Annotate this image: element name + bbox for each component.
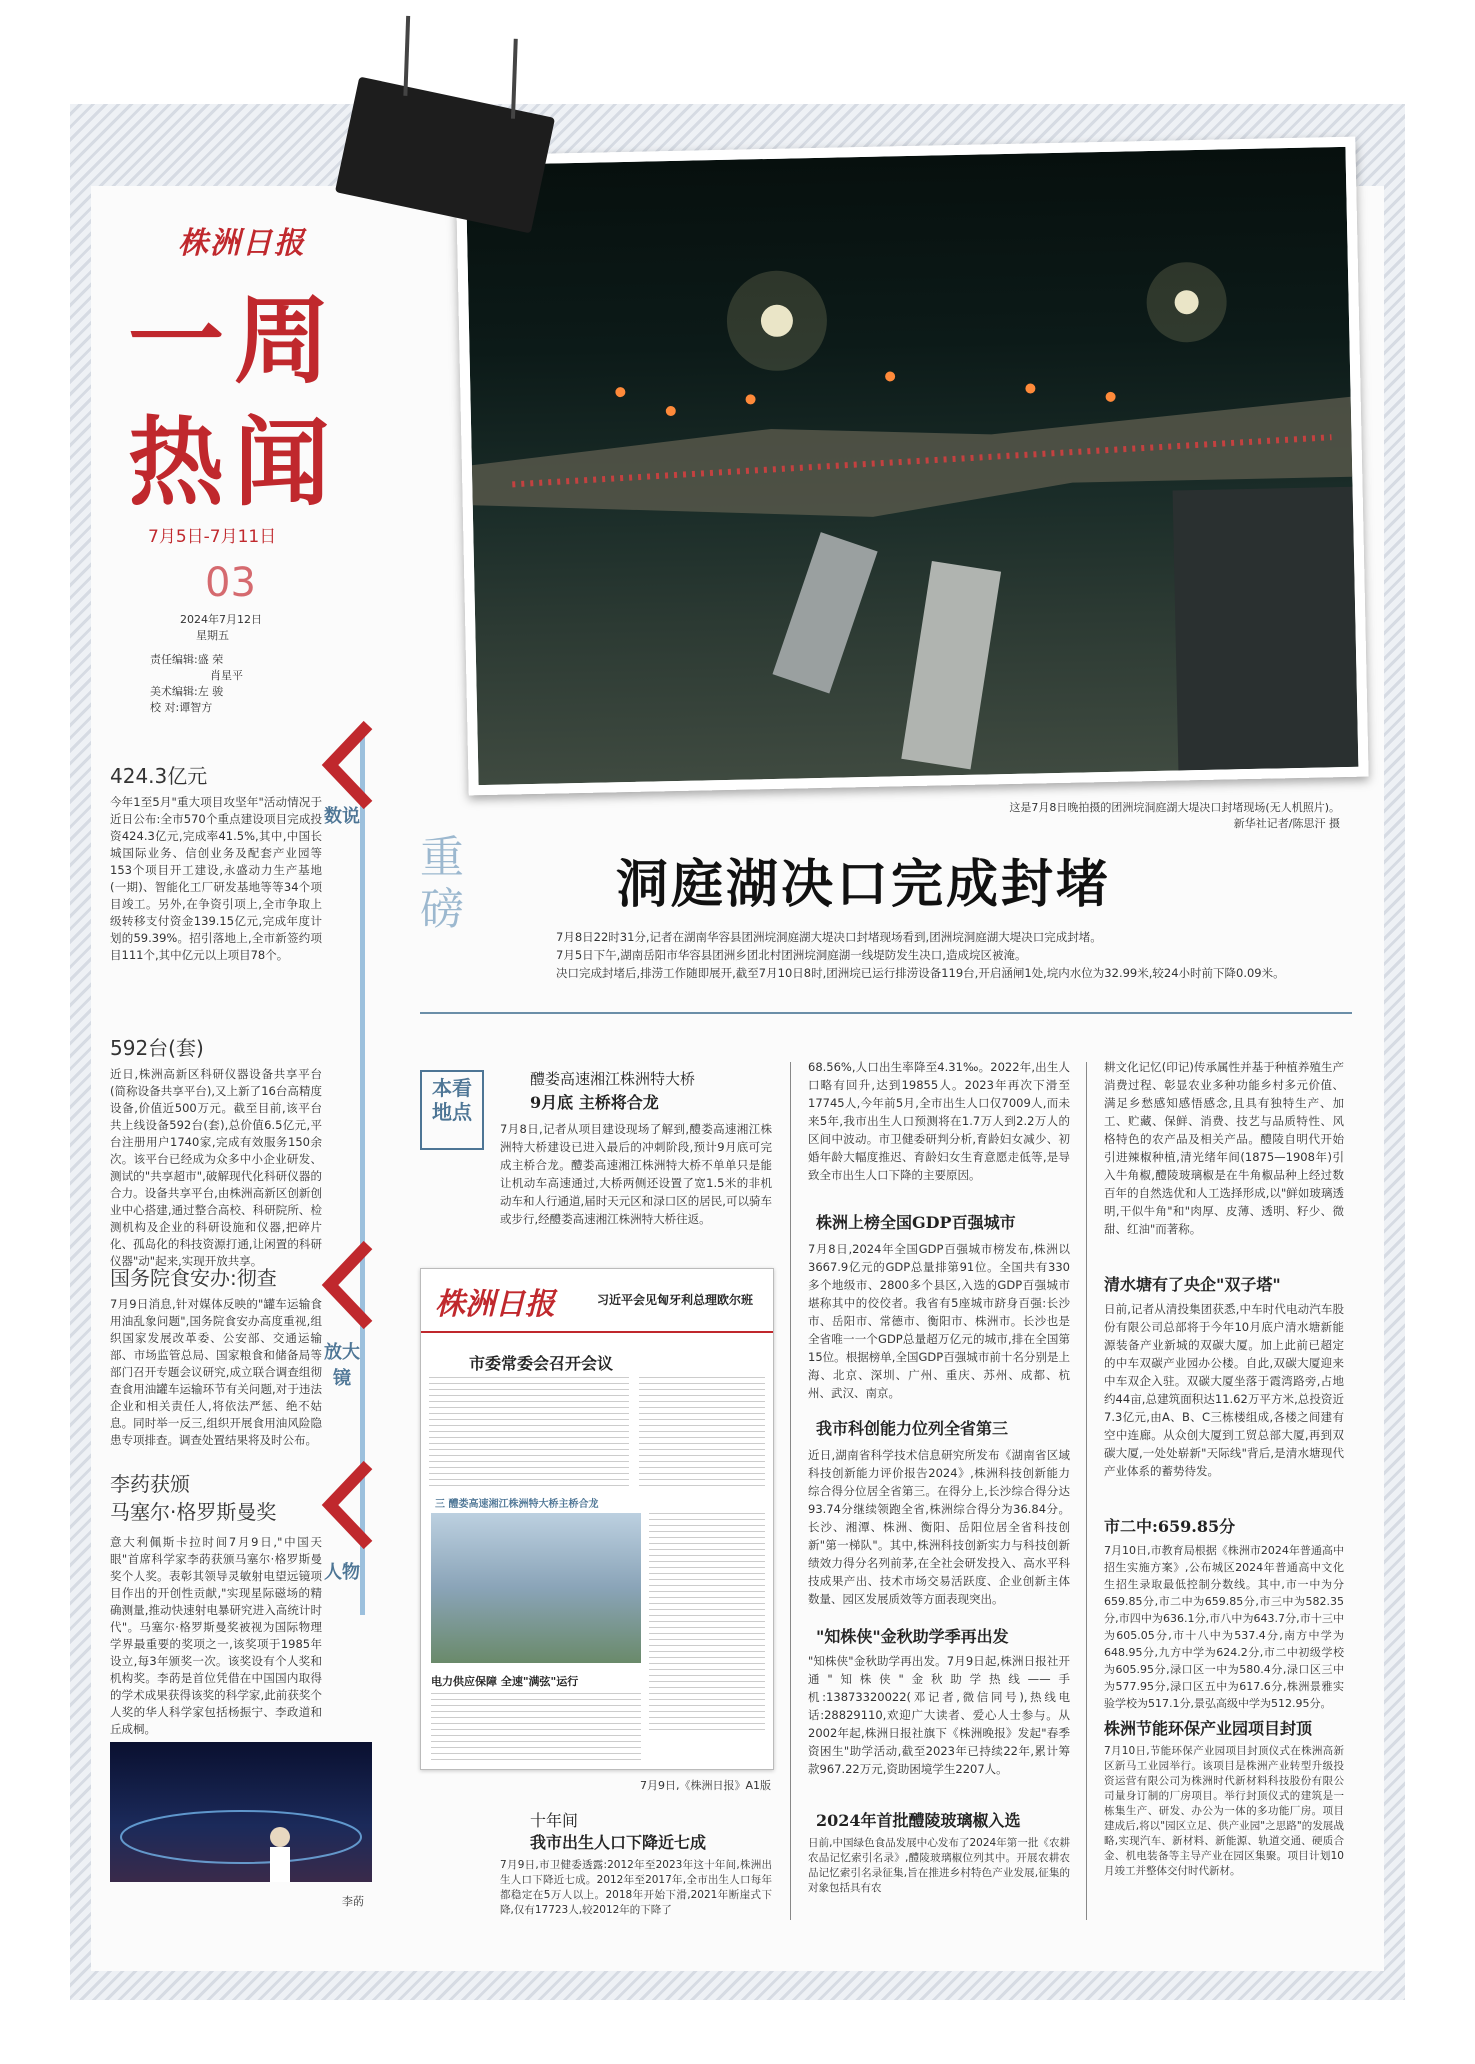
pepper-body: 日前,中国绿色食品发展中心发布了2024年第一批《农耕农品记忆索引名录》,醴陵玻璃椒位列其中。开展农耕农品记忆索引名录征集,旨在推进乡村特色产业发展,征集的对象包括具有农 (808, 1837, 1070, 1894)
mini-bottom-head: 电力供应保障 全速"满弦"运行 (431, 1675, 579, 1688)
sidebar-body-1: 今年1至5月"重大项目攻坚年"活动情况于近日公布:全市570个重点建设项目完成投资424.3亿元,完成率41.5%,其中,中国长城国际业务、信创业务及配套产业园等153个项目开工建设,永盛动力生产基地(一期)、智能化工厂研发基地等等34个项目竣工。另外,在争资引项上,全市争取上级转移支付资金139.15亿元,完成年度计划的59.39%。招引落地上,全市新签约项目111个,其中亿元以上项目78个。 (110, 795, 322, 962)
credit-line-1: 责任编辑:盛 荣 (150, 653, 224, 666)
column-divider (1086, 1062, 1087, 1920)
chevron-icon (318, 1240, 374, 1330)
sidebar-body-2: 近日,株洲高新区科研仪器设备共享平台(简称设备共享平台),又上新了16台高精度设备,价值近500万元。截至目前,该平台共上线设备592台(套),总价值6.5亿元,平台注册用户1740家,完成有效服务150余次。该平台已经成为众多中小企业研发、测试的"共享超市",破解现代化科研仪器的合力。设备共享平台,由株洲高新区创新创业中心搭建,通过整合高校、科研院所、检测机构及企业的科研设施和仪器,把碎片化、孤岛化的科技资源打通,让闲置的科研仪器"动"起来,实现开放共享。 (110, 1067, 322, 1268)
lead-para-2: 7月5日下午,湖南岳阳市华容县团洲乡团北村团洲垸洞庭湖一线堤防发生决口,造成垸区被淹。 (556, 948, 1027, 962)
gdp-head: 株洲上榜全国GDP百强城市 (816, 1213, 1016, 1232)
chevron-icon (318, 1460, 374, 1550)
pop-head1: 十年间 (530, 1811, 579, 1830)
credit-line-3: 美术编辑:左 骏 (150, 685, 224, 698)
innov-head: 我市科创能力位列全省第三 (816, 1419, 1009, 1438)
mini-text-block (639, 1377, 765, 1487)
school-head: 市二中:659.85分 (1104, 1517, 1236, 1536)
telescope-scene (110, 1742, 372, 1882)
sidebar-head-2: 592台(套) (110, 1036, 204, 1060)
story1-head1: 醴娄高速湘江株洲特大桥 (530, 1070, 696, 1088)
mini-lead-head: 习近平会见匈牙利总理欧尔班 (597, 1293, 754, 1307)
sidebar-head-1: 424.3亿元 (110, 764, 208, 788)
zhi-head: "知株侠"金秋助学季再出发 (816, 1627, 1009, 1646)
credit-line-2: 肖星平 (210, 669, 243, 682)
date-range: 7月5日-7月11日 (148, 527, 277, 547)
section-rule (420, 1012, 1352, 1014)
issue-date: 2024年7月12日 (180, 613, 262, 626)
zhi-body: "知株侠"金秋助学再出发。7月9日起,株洲日报社开通"知株侠"金秋助学热线——手机:13873320022(邓记者,微信同号),热线电话:28829110,欢迎广大读者、爱心人士参与。从2002年起,株洲日报社旗下《株洲晚报》发起"春季资困生"助学活动,截至2023年已持续22年,累计筹款967.22万元,资助困境学生2207人。 (808, 1654, 1070, 1776)
section-title-line1: 一周 (128, 284, 340, 397)
badge-line-1: 本看 (432, 1076, 472, 1100)
main-photo (455, 137, 1368, 796)
mini-head3: 三 醴娄高速湘江株洲特大桥主桥合龙 (435, 1499, 599, 1510)
top-lead (556, 928, 1346, 982)
newspaper-logo: 株洲日报 (178, 226, 306, 261)
tab-renwu: 人物 (324, 1562, 360, 1583)
weekday: 星期五 (196, 629, 229, 642)
photo-caption (980, 800, 1340, 832)
tower-head: 清水塘有了央企"双子塔" (1104, 1275, 1281, 1294)
lead-para-1: 7月8日22时31分,记者在湖南华容县团洲垸洞庭湖大堤决口封堵现场看到,团洲垸洞庭湖大堤决口完成封堵。 (556, 930, 1102, 944)
innov-body: 近日,湖南省科学技术信息研究所发布《湖南省区域科技创新能力评价报告2024》,株洲科技创新能力综合得分位居全省第三。在得分上,长沙综合得分达93.74分继续领跑全省,株洲综合得分为36.84分。长沙、湘潭、株洲、衡阳、岳阳位居全省科技创新"第一梯队"。其中,株洲科技创新实力与科技创新绩效力得分名列前茅,在全社会研发投入、高水平科技成果产出、技术市场交易活跃度、企业创新主体数量、园区发展质效等方面表现突出。 (808, 1448, 1070, 1606)
page-number: 03 (205, 560, 256, 606)
mini-newspaper (420, 1268, 774, 1770)
column-divider (790, 1062, 791, 1920)
zhongbang-tag: 重磅 (420, 832, 464, 935)
top-headline: 洞庭湖决口完成封堵 (616, 854, 1112, 915)
photo-caption-text: 这是7月8日晚拍摄的团洲垸洞庭湖大堤决口封堵现场(无人机照片)。 (1009, 801, 1340, 814)
tab-shushuo: 数说 (324, 806, 360, 827)
story1-head2: 9月底 主桥将合龙 (530, 1093, 659, 1112)
mini-bridge-photo (431, 1513, 641, 1663)
night-dam-scene (466, 147, 1359, 785)
section-title (128, 280, 358, 524)
mini-paper-caption: 7月9日,《株洲日报》A1版 (640, 1779, 772, 1792)
sidebar-head-3: 国务院食安办:彻查 (110, 1266, 277, 1290)
mini-head2: 市委常委会召开会议 (469, 1354, 614, 1373)
sidebar-body-4: 意大利佩斯卡拉时间7月9日,"中国天眼"首席科学家李菂获颁马塞尔·格罗斯曼奖个人奖。表彰其领导灵敏射电望远镜项目作出的开创性贡献,"实现星际磁场的精确测量,推动快速射电暴研究进入高统计时代"。马塞尔·格罗斯曼奖被视为国际物理学界最重要的奖项之一,该奖项于1985年设立,每3年颁奖一次。该奖设有个人奖和机构奖。李菂是首位凭借在中国国内取得的学术成果获得该奖的科学家,此前获奖个人奖的华人科学家包括杨振宁、李政道和丘成桐。 (110, 1535, 322, 1736)
col2-continued: 68.56%,人口出生率降至4.31‰。2022年,出生人口略有回升,达到19855人。2023年再次下滑至17745人,今年前5月,全市出生人口仅7009人,而未来5年,我市出生人口预测将在1.7万人到2.2万人的区间中波动。市卫健委研判分析,育龄妇女减少、初婚年龄大幅度推迟、育龄妇女生育意愿走低等,是导致全市出生人口下降的主要原因。 (808, 1060, 1070, 1182)
mini-logo: 株洲日报 (435, 1287, 555, 1322)
gdp-body: 7月8日,2024年全国GDP百强城市榜发布,株洲以3667.9亿元的GDP总量排第91位。全国共有330多个地级市、2800多个县区,入选的GDP百强城市堪称其中的佼佼者。我省有5座城市跻身百强:长沙市、岳阳市、常德市、衡阳市、株洲市。长沙也是全省唯一一个GDP总量超万亿元的城市,排在全国第15位。根据榜单,全国GDP百强城市前十名分别是上海、北京、深圳、广州、重庆、苏州、成都、杭州、武汉、南京。 (808, 1242, 1070, 1400)
mini-text-block (649, 1513, 765, 1733)
pop-head2: 我市出生人口下降近七成 (530, 1833, 707, 1852)
pop-body: 7月9日,市卫健委透露:2012年至2023年这十年间,株洲出生人口下降近七成。2012年至2017年,全市出生人口每年都稳定在5万人以上。2018年开始下滑,2021年断崖式下降,仅有17723人,较2012年的下降了 (500, 1859, 772, 1916)
story1-body: 7月8日,记者从项目建设现场了解到,醴娄高速湘江株洲特大桥建设已进入最后的冲刺阶段,预计9月底可完成主桥合龙。醴娄高速湘江株洲特大桥不单单只是能让机动车高速通过,大桥两侧还设置了宽1.5米的非机动车和人行通道,届时天元区和渌口区的居民,可以骑车或步行,经醴娄高速湘江株洲特大桥往返。 (500, 1122, 772, 1226)
chevron-icon (318, 720, 374, 810)
sidebar-photo-credit: 李菂 (342, 1895, 364, 1908)
section-title-line2: 热闻 (128, 406, 340, 519)
lead-para-3: 决口完成封堵后,排涝工作随即展开,截至7月10日8时,团洲垸已运行排涝设备119台,开启涵闸1处,垸内水位为32.99米,较24小时前下降0.09米。 (556, 966, 1285, 980)
tab-fangdajing: 放大镜 (324, 1342, 360, 1389)
eco-body: 7月10日,节能环保产业园项目封顶仪式在株洲高新区新马工业园举行。该项目是株洲产业转型升级投资运营有限公司为株洲时代新材料科技股份有限公司量身订制的厂房项目。举行封顶仪式的建筑是一栋集生产、研发、办公为一体的多功能厂房。项目建成后,将以"园区立足、供产业园"之思路"的发展战略,实现汽车、新材料、新能源、轨道交通、硬质合金、机电装备等主导产业在园区集聚。项目计划10月竣工并整体交付时代新材。 (1104, 1745, 1344, 1877)
mini-text-block (429, 1377, 629, 1487)
kandian-badge (420, 1070, 484, 1150)
photo-credit: 新华社记者/陈思汗 摄 (1233, 817, 1340, 830)
eco-head: 株洲节能环保产业园项目封顶 (1104, 1719, 1313, 1738)
sidebar-body-3: 7月9日消息,针对媒体反映的"罐车运输食用油乱象问题",国务院食安办高度重视,组织国家发展改革委、公安部、交通运输部、市场监管总局、国家粮食和储备局等部门召开专题会议研究,成立联合调查组彻查食用油罐车运输环节有关问题,对于违法企业和相关责任人,将依法严惩、绝不姑息。同时举一反三,组织开展食用油风险隐患专项排查。调查处置结果将及时公布。 (110, 1297, 322, 1447)
credit-line-4: 校 对:谭智方 (150, 701, 213, 714)
mini-text-block (431, 1693, 641, 1761)
col3-continued: 耕文化记忆(印记)传承属性并基于种植养殖生产消费过程、彰显农业多种功能乡村多元价值、满足乡愁感知感悟感念,且具有独特生产、加工、贮藏、保鲜、消费、技艺与品质特性、风格特色的农产品及相关产品。醴陵自明代开始引进辣椒种植,清光绪年间(1875—1908年)引入牛角椒,醴陵玻璃椒是在牛角椒品种上经过数百年的自然选优和人工选择形成,以"鲜如玻璃透明,干似牛角"和"肉厚、皮薄、透明、籽少、微甜、红油"而著称。 (1104, 1060, 1344, 1236)
school-body: 7月10日,市教育局根据《株洲市2024年普通高中招生实施方案》,公布城区2024年普通高中文化生招生录取最低控制分数线。其中,市一中为分659.85分,市二中为659.85分,市三中为582.35分,市四中为636.1分,市八中为643.7分,市十三中为605.05分,市十八中为537.4分,南方中学为648.95分,九方中学为624.2分,市二中初级学校为605.95分,渌口区一中为580.4分,渌口区三中为577.95分,渌口区五中为617.6分,株洲景雅实验学校为517.1分,景弘高级中学为512.95分。 (1104, 1544, 1344, 1710)
telescope-photo (110, 1742, 372, 1882)
pepper-head: 2024年首批醴陵玻璃椒入选 (816, 1811, 1021, 1830)
sidebar-head-4: 李药获颁 马塞尔·格罗斯曼奖 (110, 1472, 277, 1524)
mini-rule (421, 1331, 773, 1333)
badge-line-2: 地点 (432, 1100, 472, 1124)
tower-body: 日前,记者从清投集团获悉,中车时代电动汽车股份有限公司总部将于今年10月底户清水塘新能源装备产业新城的双碳大厦。加上此前已超定的中车双碳产业园办公楼。自此,双碳大厦迎来中车双企入驻。双碳大厦坐落于霞湾路旁,占地约44亩,总建筑面积达11.62万平方米,总投资近7.3亿元,由A、B、C三栋楼组成,各楼之间建有空中连廊。从众创大厦到工贸总部大厦,再到双碳大厦,一处处崭新"天际线"背后,是清水塘现代产业体系的蓄势待发。 (1104, 1302, 1344, 1478)
